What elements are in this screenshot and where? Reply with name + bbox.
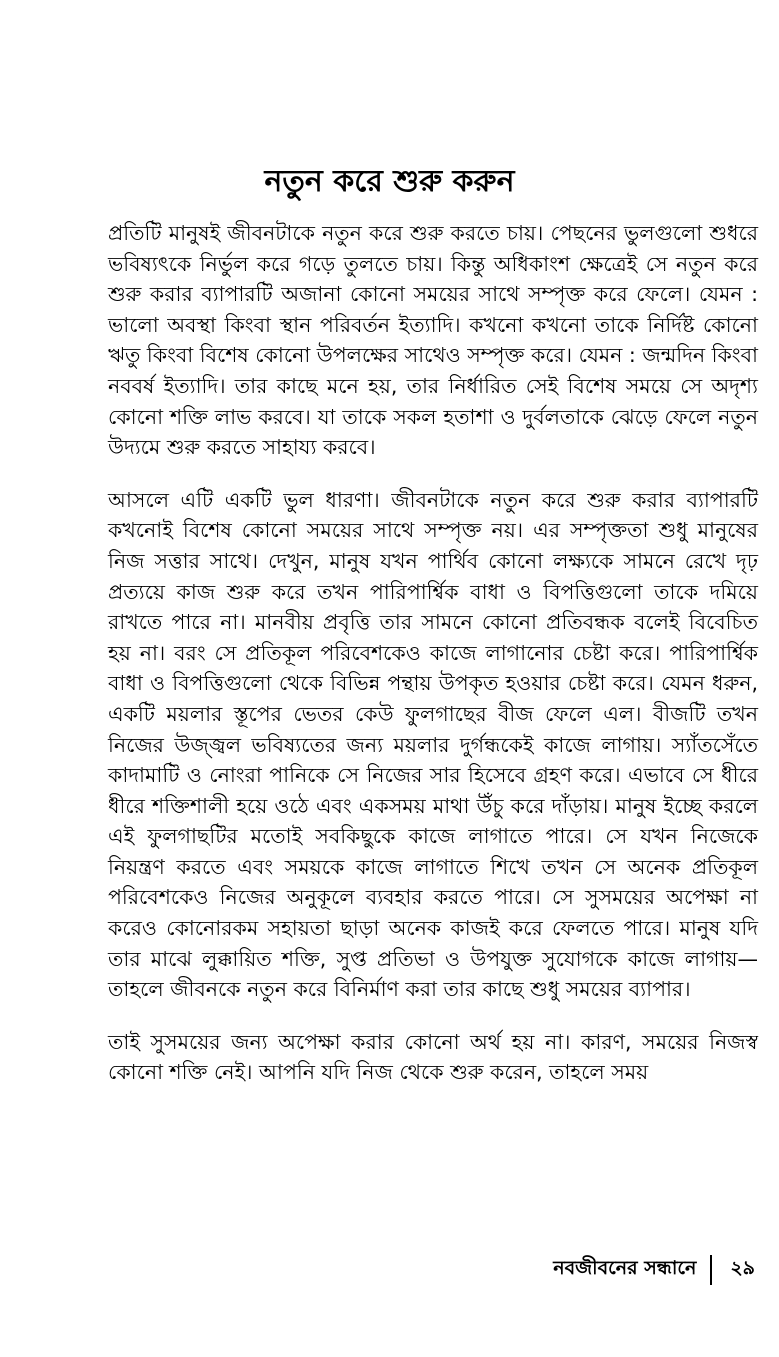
- chapter-body: [108, 218, 758, 1110]
- page-footer: [553, 1255, 755, 1285]
- paragraph-3: তাই সুসময়ের জন্য অপেক্ষা করার কোনো অর্থ হয় না। কারণ, সময়ের নিজস্ব কোনো শক্তি নেই। আপনি যদি নিজ থেকে শুরু করেন, তাহলে সময়: [108, 1029, 758, 1085]
- paragraph-1: প্রতিটি মানুষই জীবনটাকে নতুন করে শুরু করতে চায়। পেছনের ভুলগুলো শুধরে ভবিষ্যৎকে নির্ভুল করে গড়ে তুলতে চায়। কিন্তু অধিকাংশ ক্ষেত্রেই সে নতুন করে শুরু করার ব্যাপারটি অজানা কোনো সময়ের সাথে সম্পৃক্ত করে ফেলে। যেমন : ভালো অবস্থা কিংবা স্থান পরিবর্তন ইত্যাদি। কখনো কখনো তাকে নির্দিষ্ট কোনো ঋতু কিংবা বিশেষ কোনো উপলক্ষের সাথেও সম্পৃক্ত করে। যেমন : জন্মদিন কিংবা নববর্ষ ইত্যাদি। তার কাছে মনে হয়, তার নির্ধারিত সেই বিশেষ সময়ে সে অদৃশ্য কোনো শক্তি লাভ করবে। যা তাকে সকল হতাশা ও দুর্বলতাকে ঝেড়ে ফেলে নতুন উদ্যমে শুরু করতে সাহায্য করবে।: [108, 221, 758, 460]
- running-book-title: নবজীবনের সন্ধানে: [553, 1257, 697, 1279]
- paragraph-2: আসলে এটি একটি ভুল ধারণা। জীবনটাকে নতুন করে শুরু করার ব্যাপারটি কখনোই বিশেষ কোনো সময়ের সাথে সম্পৃক্ত নয়। এর সম্পৃক্ততা শুধু মানুষের নিজ সত্তার সাথে। দেখুন, মানুষ যখন পার্থিব কোনো লক্ষ্যকে সামনে রেখে দৃঢ় প্রত্যয়ে কাজ শুরু করে তখন পারিপার্শ্বিক বাধা ও বিপত্তিগুলো তাকে দমিয়ে রাখতে পারে না। মানবীয় প্রবৃত্তি তার সামনে কোনো প্রতিবন্ধক বলেই বিবেচিত হয় না। বরং সে প্রতিকূল পরিবেশকেও কাজে লাগানোর চেষ্টা করে। পারিপার্শ্বিক বাধা ও বিপত্তিগুলো থেকে বিভিন্ন পন্থায় উপকৃত হওয়ার চেষ্টা করে। যেমন ধরুন, একটি ময়লার স্তূপের ভেতর কেউ ফুলগাছের বীজ ফেলে এল। বীজটি তখন নিজের উজ্জ্বল ভবিষ্যতের জন্য ময়লার দুর্গন্ধকেই কাজে লাগায়। স্যাঁতসেঁতে কাদামাটি ও নোংরা পানিকে সে নিজের সার হিসেবে গ্রহণ করে। এভাবে সে ধীরে ধীরে শক্তিশালী হয়ে ওঠে এবং একসময় মাথা উঁচু করে দাঁড়ায়। মানুষ ইচ্ছে করলে এই ফুলগাছটির মতোই সবকিছুকে কাজে লাগাতে পারে। সে যখন নিজেকে নিয়ন্ত্রণ করতে এবং সময়কে কাজে লাগাতে শিখে তখন সে অনেক প্রতিকূল পরিবেশকেও নিজের অনুকূলে ব্যবহার করতে পারে। সে সুসময়ের অপেক্ষা না করেও কোনোরকম সহায়তা ছাড়া অনেক কাজই করে ফেলতে পারে। মানুষ যদি তার মাঝে লুক্কায়িত শক্তি, সুপ্ত প্রতিভা ও উপযুক্ত সুযোগকে কাজে লাগায়—তাহলে জীবনকে নতুন করে বিনির্মাণ করা তার কাছে শুধু সময়ের ব্যাপার।: [108, 487, 758, 1002]
- chapter-title: নতুন করে শুরু করুন: [264, 164, 515, 199]
- page-number: ২৯: [730, 1257, 755, 1279]
